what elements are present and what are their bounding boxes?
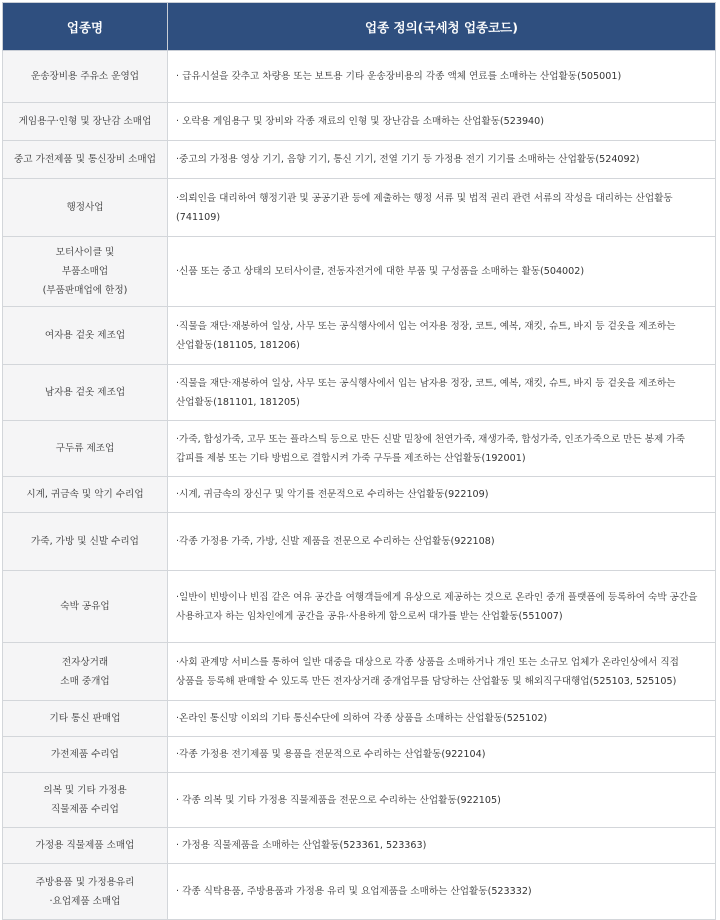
business-name-cell xyxy=(3,141,168,179)
business-name-line: 전자상거래 xyxy=(61,656,109,668)
business-definition-cell: ·각종 가정용 전기제품 및 용품을 전문적으로 수리하는 산업활동(922104) xyxy=(168,737,716,773)
table-row xyxy=(3,365,716,421)
business-name-line: (부품판매업에 한정) xyxy=(42,285,128,296)
table-row xyxy=(3,307,716,365)
business-name-line: 모터사이클 및 xyxy=(55,247,115,258)
business-name-cell xyxy=(3,737,168,773)
business-definition-cell: ·직물을 재단·재봉하여 일상, 사무 또는 공식행사에서 입는 여자용 정장, 코트, 예복, 재킷, 슈트, 바지 등 겉옷을 제조하는 산업활동(181105, 181206) xyxy=(168,307,716,365)
business-definition-cell: ·각종 가정용 가죽, 가방, 신발 제품을 전문으로 수리하는 산업활동(922108) xyxy=(168,513,716,571)
table-row xyxy=(3,773,716,828)
business-name-line: 기타 통신 판매업 xyxy=(49,713,121,724)
business-definition-cell: ·온라인 통신망 이외의 기타 통신수단에 의하여 각종 상품을 소매하는 산업활동(525102) xyxy=(168,701,716,737)
business-name-cell xyxy=(3,571,168,643)
business-name-line: 운송장비용 주유소 운영업 xyxy=(30,71,140,82)
business-name-line: 숙박 공유업 xyxy=(60,601,110,612)
business-name-line: 시계, 귀금속 및 악기 수리업 xyxy=(26,489,144,500)
business-definition-table xyxy=(2,2,716,920)
business-name-cell xyxy=(3,643,168,701)
business-name-line: 가정용 직물제품 소매업 xyxy=(35,840,135,851)
business-definition-cell: · 각종 식탁용품, 주방용품과 가정용 유리 및 요업제품을 소매하는 산업활동(523332) xyxy=(168,864,716,920)
business-name-cell xyxy=(3,701,168,737)
business-name-line: 여자용 겉옷 제조업 xyxy=(44,330,126,341)
business-definition-cell: ·중고의 가정용 영상 기기, 음향 기기, 통신 기기, 전열 기기 등 가정용 전기 기기를 소매하는 산업활동(524092) xyxy=(168,141,716,179)
business-definition-cell: ·신품 또는 중고 상태의 모터사이클, 전동자전거에 대한 부품 및 구성품을 소매하는 활동(504002) xyxy=(168,237,716,307)
table-row xyxy=(3,103,716,141)
business-name-line: 중고 가전제품 및 통신장비 소매업 xyxy=(14,154,156,165)
business-name-cell xyxy=(3,864,168,920)
business-name-cell xyxy=(3,773,168,828)
business-definition-cell: ·일반이 빈방이나 빈집 같은 여유 공간을 여행객들에게 유상으로 제공하는 것으로 온라인 중개 플랫폼에 등록하여 숙박 공간을 사용하고자 하는 임차인에게 공간을 공유·사용하게 함으로써 대가를 받는 산업활동(551007) xyxy=(168,571,716,643)
business-name-cell xyxy=(3,51,168,103)
business-name-line: 의복 및 기타 가정용 xyxy=(43,785,127,796)
table-row xyxy=(3,643,716,701)
table-header-row xyxy=(3,3,716,51)
table-row xyxy=(3,179,716,237)
business-name-line: 부품소매업 xyxy=(61,266,109,277)
business-name-cell xyxy=(3,103,168,141)
header-business-definition: 업종 정의(국세청 업종코드) xyxy=(168,3,716,51)
business-definition-cell: ·가죽, 합성가죽, 고무 또는 플라스틱 등으로 만든 신발 밑창에 천연가죽, 재생가죽, 합성가죽, 인조가죽으로 만든 봉제 가죽 갑피를 제봉 또는 기타 방법으로 결합시켜 가죽 구두를 제조하는 산업활동(192001) xyxy=(168,421,716,477)
table-row xyxy=(3,737,716,773)
business-name-cell xyxy=(3,365,168,421)
business-name-cell xyxy=(3,513,168,571)
business-name-line: 직물제품 수리업 xyxy=(51,804,119,815)
business-name-cell xyxy=(3,237,168,307)
header-business-name: 업종명 xyxy=(3,3,168,51)
business-name-cell xyxy=(3,179,168,237)
business-name-line: 주방용품 및 가정용유리 xyxy=(35,876,135,888)
table-row xyxy=(3,513,716,571)
business-name-line: 소매 중개업 xyxy=(60,675,110,687)
business-definition-cell: · 오락용 게임용구 및 장비와 각종 재료의 인형 및 장난감을 소매하는 산업활동(523940) xyxy=(168,103,716,141)
table-row xyxy=(3,141,716,179)
business-name-cell xyxy=(3,477,168,513)
table-row xyxy=(3,864,716,920)
table-row xyxy=(3,828,716,864)
table-row xyxy=(3,237,716,307)
business-definition-cell: ·의뢰인을 대리하여 행정기관 및 공공기관 등에 제출하는 행정 서류 및 법적 권리 관련 서류의 작성을 대리하는 산업활동(741109) xyxy=(168,179,716,237)
business-definition-cell: ·시계, 귀금속의 장신구 및 악기를 전문적으로 수리하는 산업활동(922109) xyxy=(168,477,716,513)
table-row xyxy=(3,571,716,643)
business-name-cell xyxy=(3,421,168,477)
business-definition-cell: ·사회 관계망 서비스를 통하여 일반 대중을 대상으로 각종 상품을 소매하거나 개인 또는 소규모 업체가 온라인상에서 직접 상품을 등록해 판매할 수 있도록 만든 전자상거래 중개업무를 담당하는 산업활동 및 해외직구대행업(525103, 525105) xyxy=(168,643,716,701)
business-name-line: 가전제품 수리업 xyxy=(51,749,119,760)
business-name-line: ·요업제품 소매업 xyxy=(49,895,121,907)
business-definition-cell: ·직물을 재단·재봉하여 일상, 사무 또는 공식행사에서 입는 남자용 정장, 코트, 예복, 재킷, 슈트, 바지 등 겉옷을 제조하는 산업활동(181101, 181205) xyxy=(168,365,716,421)
table-row xyxy=(3,51,716,103)
business-name-line: 가죽, 가방 및 신발 수리업 xyxy=(31,536,139,547)
table-body xyxy=(3,51,716,920)
table-row xyxy=(3,701,716,737)
table-row xyxy=(3,421,716,477)
business-name-line: 구두류 제조업 xyxy=(55,443,115,454)
business-definition-cell: · 각종 의복 및 기타 가정용 직물제품을 전문으로 수리하는 산업활동(922105) xyxy=(168,773,716,828)
business-name-cell xyxy=(3,307,168,365)
table-row xyxy=(3,477,716,513)
business-definition-cell: · 급유시설을 갖추고 차량용 또는 보트용 기타 운송장비용의 각종 액체 연료를 소매하는 산업활동(505001) xyxy=(168,51,716,103)
business-definition-cell: · 가정용 직물제품을 소매하는 산업활동(523361, 523363) xyxy=(168,828,716,864)
business-name-line: 남자용 겉옷 제조업 xyxy=(44,387,126,398)
business-name-line: 게임용구·인형 및 장난감 소매업 xyxy=(18,116,152,127)
business-name-line: 행정사업 xyxy=(66,202,104,213)
business-name-cell xyxy=(3,828,168,864)
